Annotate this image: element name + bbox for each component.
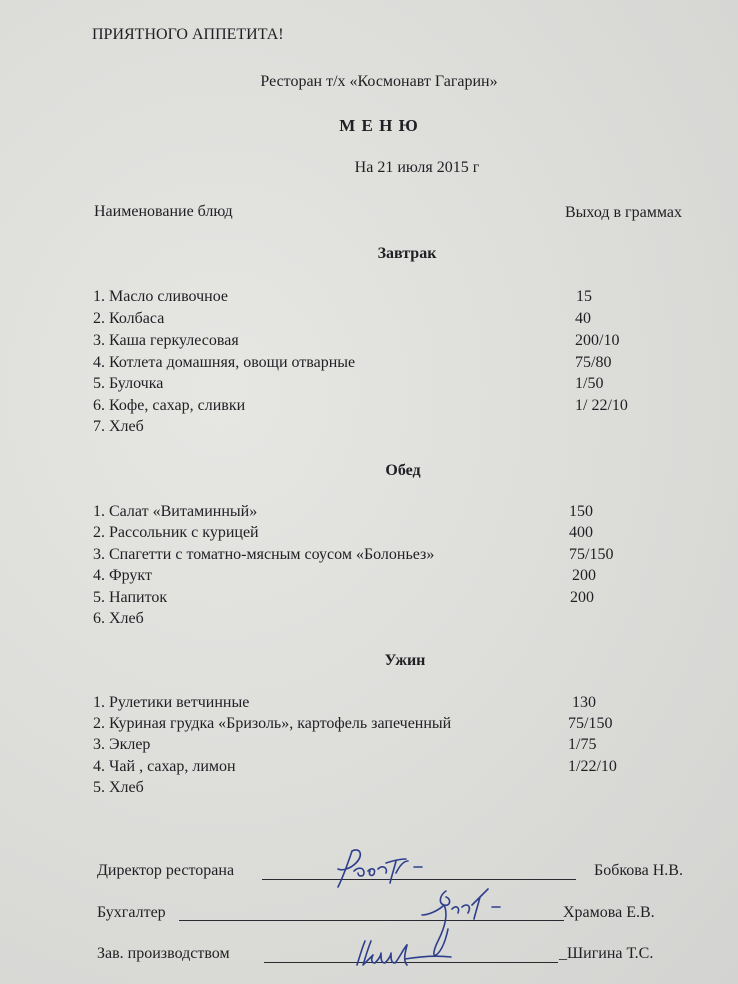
dish-name: 5. Напиток	[93, 589, 168, 606]
dish-weight: 75/150	[568, 715, 613, 732]
dish-weight: 200	[572, 567, 596, 584]
section-title-dinner: Ужин	[384, 652, 426, 669]
list-item	[93, 567, 713, 589]
list-item	[93, 375, 713, 397]
dish-name: 4. Чай , сахар, лимон	[93, 758, 236, 775]
dish-name: 4. Фрукт	[93, 567, 152, 584]
dish-name: 2. Куриная грудка «Бризоль», картофель запеченный	[93, 715, 452, 732]
dish-weight: 15	[576, 288, 592, 305]
dish-name: 5. Булочка	[93, 375, 164, 392]
dish-name: 3. Каша геркулесовая	[93, 332, 239, 349]
column-header-name: Наименование блюд	[94, 203, 233, 220]
dish-weight: 400	[569, 524, 593, 541]
list-item	[93, 503, 713, 525]
list-item	[93, 418, 713, 440]
dish-weight: 130	[572, 694, 596, 711]
section-title-breakfast: Завтрак	[377, 245, 437, 262]
greeting: ПРИЯТНОГО АППЕТИТА!	[92, 26, 284, 43]
list-item	[93, 715, 713, 737]
signature-person-production: _Шигина Т.С.	[559, 945, 654, 962]
dish-weight: 200	[570, 589, 594, 606]
dish-name: 1. Рулетики ветчинные	[93, 694, 250, 711]
dish-name: 5. Хлеб	[93, 779, 144, 796]
list-item	[93, 397, 713, 419]
dish-weight: 1/75	[568, 736, 597, 753]
restaurant-name: Ресторан т/х «Космонавт Гагарин»	[260, 73, 498, 90]
signature-role-director: Директор ресторана	[97, 862, 235, 879]
dish-name: 2. Колбаса	[93, 310, 165, 327]
dish-name: 1. Салат «Витаминный»	[93, 503, 258, 520]
list-item	[93, 546, 713, 568]
handwritten-signature-icon	[355, 935, 465, 971]
list-item	[93, 310, 713, 332]
dish-name: 3. Спагетти с томатно-мясным соусом «Болоньез»	[93, 546, 435, 563]
dish-name: 6. Кофе, сахар, сливки	[93, 397, 246, 414]
signature-person-accountant: Храмова Е.В.	[563, 904, 655, 921]
signature-person-director: Бобкова Н.В.	[594, 862, 683, 879]
list-item	[93, 694, 713, 716]
dish-weight: 75/150	[569, 546, 614, 563]
list-item	[93, 332, 713, 354]
list-item	[93, 288, 713, 310]
list-item	[93, 524, 713, 546]
dish-weight: 1/22/10	[568, 758, 617, 775]
dish-weight: 200/10	[575, 332, 620, 349]
section-title-lunch: Обед	[385, 462, 421, 479]
list-item	[93, 589, 713, 611]
signature-role-accountant: Бухгалтер	[97, 904, 166, 921]
dish-name: 7. Хлеб	[93, 418, 144, 435]
dish-weight: 150	[569, 503, 593, 520]
handwritten-signature-icon	[330, 843, 430, 891]
list-item	[93, 736, 713, 758]
signature-role-production: Зав. производством	[97, 945, 230, 962]
list-item	[93, 758, 713, 780]
list-item	[93, 610, 713, 632]
dish-name: 1. Масло сливочное	[93, 288, 228, 305]
dish-weight: 1/ 22/10	[575, 397, 628, 414]
dish-weight: 1/50	[575, 375, 604, 392]
column-header-weight: Выход в граммах	[565, 204, 682, 221]
dish-name: 6. Хлеб	[93, 610, 144, 627]
dish-name: 3. Эклер	[93, 736, 151, 753]
dish-name: 4. Котлета домашняя, овощи отварные	[93, 354, 356, 371]
dish-weight: 75/80	[575, 354, 612, 371]
dish-name: 2. Рассольник с курицей	[93, 524, 259, 541]
dish-weight: 40	[575, 310, 591, 327]
page-title: М Е Н Ю	[339, 116, 419, 135]
list-item	[93, 354, 713, 376]
list-item	[93, 779, 713, 801]
menu-date: На 21 июля 2015 г	[354, 159, 480, 176]
